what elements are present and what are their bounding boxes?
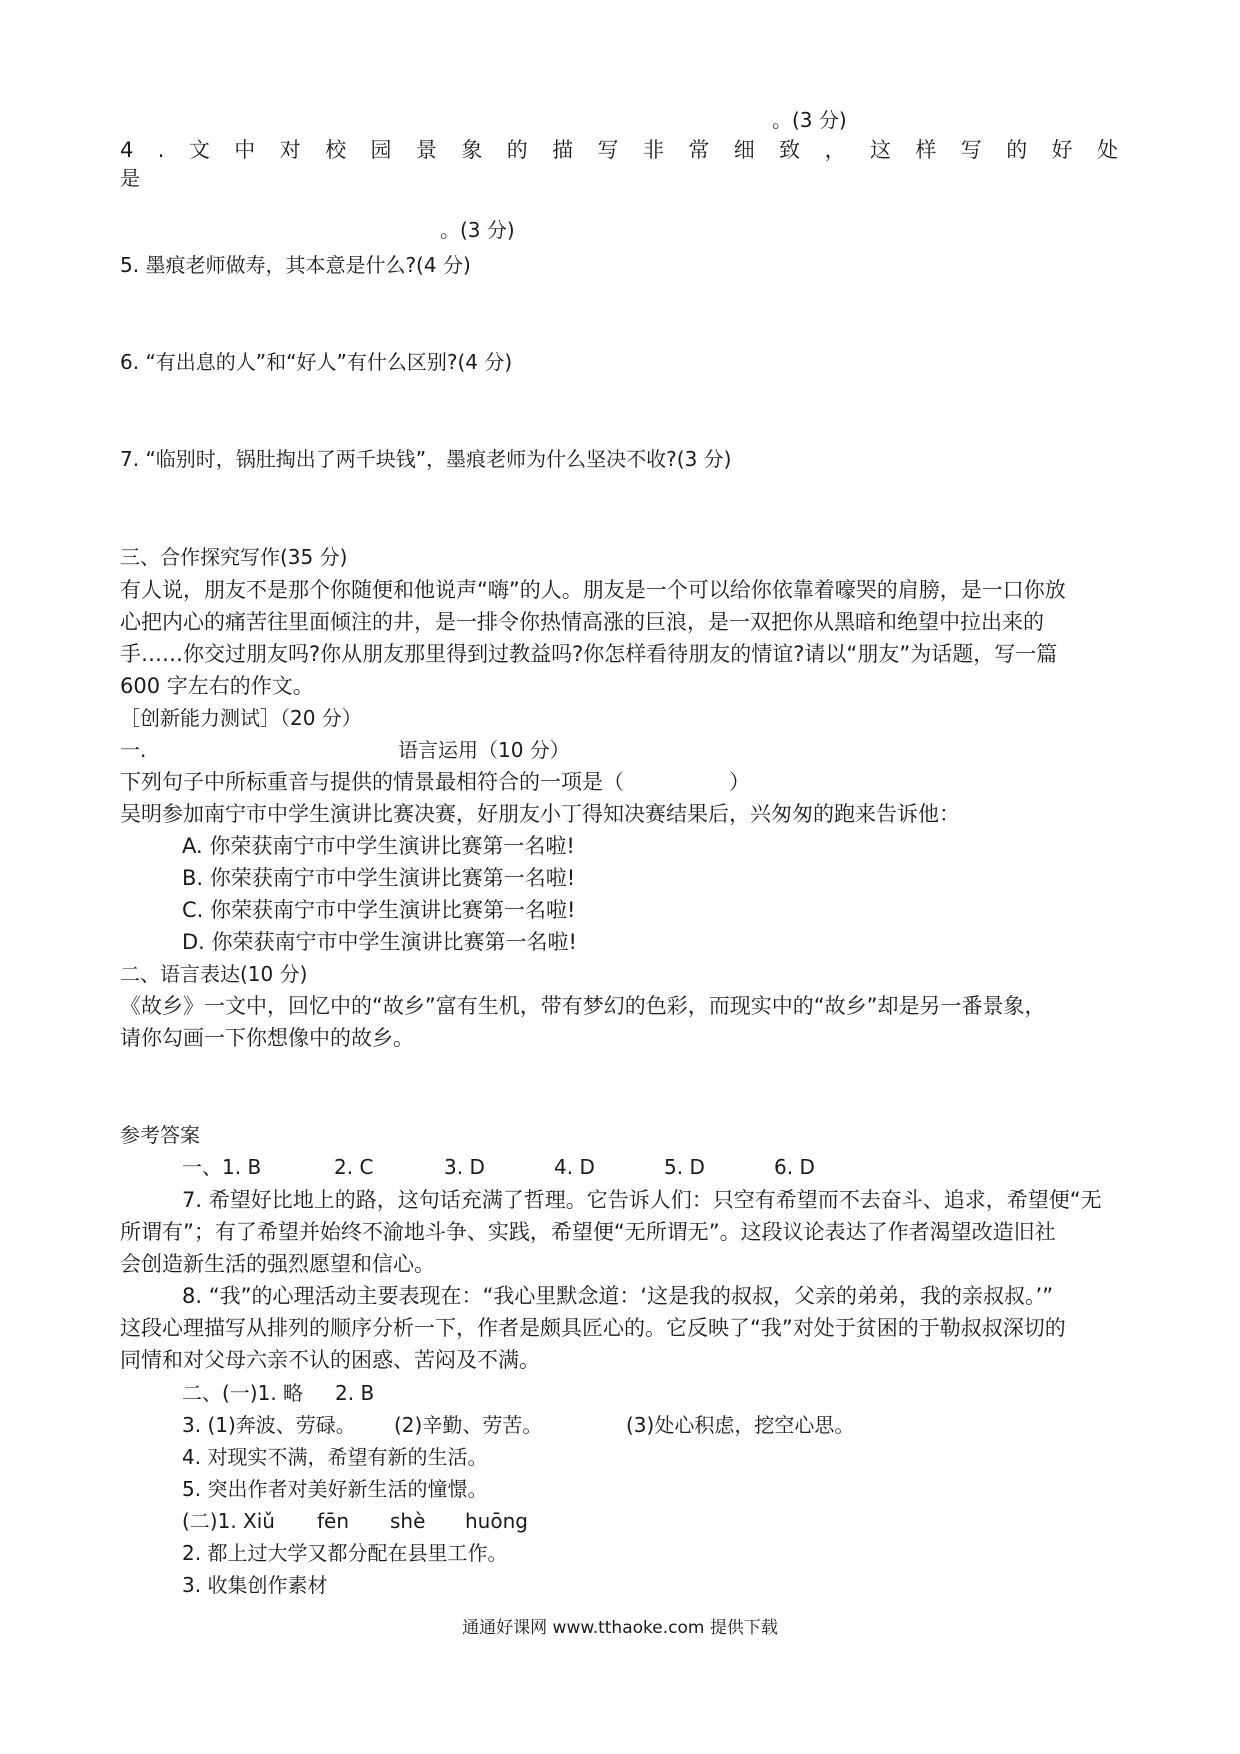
section-1-number: 一. (120, 738, 147, 762)
question-4 (120, 135, 1118, 165)
question-4-char: 4 (120, 138, 134, 162)
answer-item: (3)处心积虑，挖空心思。 (626, 1413, 855, 1437)
question-4-char: 对 (279, 138, 301, 162)
writing-line: 600 字左右的作文。 (120, 674, 314, 698)
section-2-line: 请你勾画一下你想像中的故乡。 (120, 1026, 414, 1050)
answer-3-row (182, 1410, 854, 1440)
answer-7-line: 7. 希望好比地上的路，这句话充满了哲理。它告诉人们：只空有希望而不去奋斗、追求，希望便“无 (182, 1188, 1102, 1212)
writing-heading: 三、合作探究写作(35 分) (120, 545, 348, 569)
option-a: A. 你荣获南宁市中学生演讲比赛第一名啦! (182, 834, 575, 858)
section-2-line: 《故乡》一文中，回忆中的“故乡”富有生机，带有梦幻的色彩，而现实中的“故乡”却是另一番景象， (120, 994, 1046, 1018)
answer-item: 5. D (664, 1155, 705, 1179)
fill-blank-score: 。(3 分) (772, 108, 847, 132)
answer-item: 二、(一)1. 略 (182, 1381, 304, 1405)
answer-8-line: 同情和对父母六亲不认的困惑、苦闷及不满。 (120, 1348, 540, 1372)
question-4-char: 校 (325, 138, 347, 162)
question-4-char: 写 (960, 138, 982, 162)
section-2-heading: 二、语言表达(10 分) (120, 962, 308, 986)
answer-8-line: 8. “我”的心理活动主要表现在：“我心里默念道：‘这是我的叔叔，父亲的弟弟，我的亲叔叔。’” (182, 1284, 1054, 1308)
question-4-char: 的 (1006, 138, 1028, 162)
section-1-title: 语言运用（10 分） (398, 738, 570, 762)
answer-item: 3. D (444, 1155, 485, 1179)
pinyin-row (182, 1506, 528, 1536)
question-4-char: 处 (1097, 138, 1118, 162)
question-4-char: . (157, 138, 165, 162)
question-4-char: 致 (779, 138, 801, 162)
question-4-char: 景 (415, 138, 437, 162)
question-4-char: 象 (461, 138, 483, 162)
pinyin-item: fēn (317, 1509, 350, 1533)
answer-7-line: 所谓有”；有了希望并始终不渝地斗争、实践，希望便“无所谓无”。这段议论表达了作者渴望改造旧社 (120, 1220, 1056, 1244)
question-4-char: ， (824, 138, 846, 162)
answer-5: 5. 突出作者对美好新生活的憧憬。 (182, 1477, 488, 1501)
question-6: 6. “有出息的人”和“好人”有什么区别?(4 分) (120, 350, 513, 374)
question-4-char: 描 (552, 138, 574, 162)
question-4-char: 中 (234, 138, 256, 162)
writing-line: 心把内心的痛苦往里面倾注的井，是一排令你热情高涨的巨浪，是一双把你从黑暗和绝望中拉出来的 (120, 610, 1044, 634)
writing-line: 手……你交过朋友吗?你从朋友那里得到过教益吗?你怎样看待朋友的情谊?请以“朋友”为话题，写一篇 (120, 642, 1058, 666)
question-4-char: 好 (1051, 138, 1073, 162)
answer-item: 6. D (774, 1155, 815, 1179)
footer-credit: 通通好课网 www.tthaoke.com 提供下载 (462, 1618, 778, 1638)
answer-b3: 3. 收集创作素材 (182, 1573, 328, 1597)
answer-7-line: 会创造新生活的强烈愿望和信心。 (120, 1252, 435, 1276)
question-5: 5. 墨痕老师做寿，其本意是什么?(4 分) (120, 253, 471, 277)
pinyin-item: shè (390, 1509, 426, 1533)
question-4-char: 园 (370, 138, 392, 162)
innovation-heading: ［创新能力测试］（20 分） (120, 706, 362, 730)
answer-item: 2. C (334, 1155, 374, 1179)
pinyin-item: huōng (465, 1509, 528, 1533)
question-4-line2: 是 (120, 166, 140, 190)
question-4-char: 写 (597, 138, 619, 162)
answer-4: 4. 对现实不满，希望有新的生活。 (182, 1445, 488, 1469)
answer-b2: 2. 都上过大学又都分配在县里工作。 (182, 1541, 508, 1565)
answer-item: 4. D (554, 1155, 595, 1179)
answer-item: (2)辛勤、劳苦。 (394, 1413, 543, 1437)
answer-item: 3. (1)奔波、劳碌。 (182, 1413, 356, 1437)
writing-line: 有人说，朋友不是那个你随便和他说声“嗨”的人。朋友是一个可以给你依靠着嚎哭的肩膀，是一口你放 (120, 578, 1066, 602)
answers-heading: 参考答案 (120, 1123, 200, 1147)
question-4-char: 样 (915, 138, 937, 162)
answer-8-line: 这段心理描写从排列的顺序分析一下，作者是颇具匠心的。它反映了“我”对处于贫困的于勒叔叔深切的 (120, 1316, 1066, 1340)
answer-item: 一、1. B (182, 1155, 262, 1179)
option-b: B. 你荣获南宁市中学生演讲比赛第一名啦! (182, 866, 576, 890)
choice-context: 吴明参加南宁市中学生演讲比赛决赛，好朋友小丁得知决赛结果后，兴匆匆的跑来告诉他： (120, 802, 960, 826)
option-d: D. 你荣获南宁市中学生演讲比赛第一名啦! (182, 930, 577, 954)
choice-question: 下列句子中所标重音与提供的情景最相符合的一项是（ ） (120, 770, 750, 794)
question-4-char: 这 (869, 138, 891, 162)
pinyin-item: (二)1. Xiǔ (182, 1509, 275, 1533)
answers-part2-row (182, 1378, 374, 1408)
question-4-char: 的 (506, 138, 528, 162)
question-7: 7. “临别时，锅肚掏出了两千块钱”，墨痕老师为什么坚决不收?(3 分) (120, 447, 732, 471)
answer-item: 2. B (335, 1381, 375, 1405)
question-4-char: 文 (188, 138, 210, 162)
answers-row-1 (182, 1152, 815, 1182)
question-4-char: 非 (642, 138, 664, 162)
question-4-score: 。(3 分) (440, 218, 515, 242)
option-c: C. 你荣获南宁市中学生演讲比赛第一名啦! (182, 898, 576, 922)
question-4-char: 细 (733, 138, 755, 162)
question-4-char: 常 (688, 138, 710, 162)
